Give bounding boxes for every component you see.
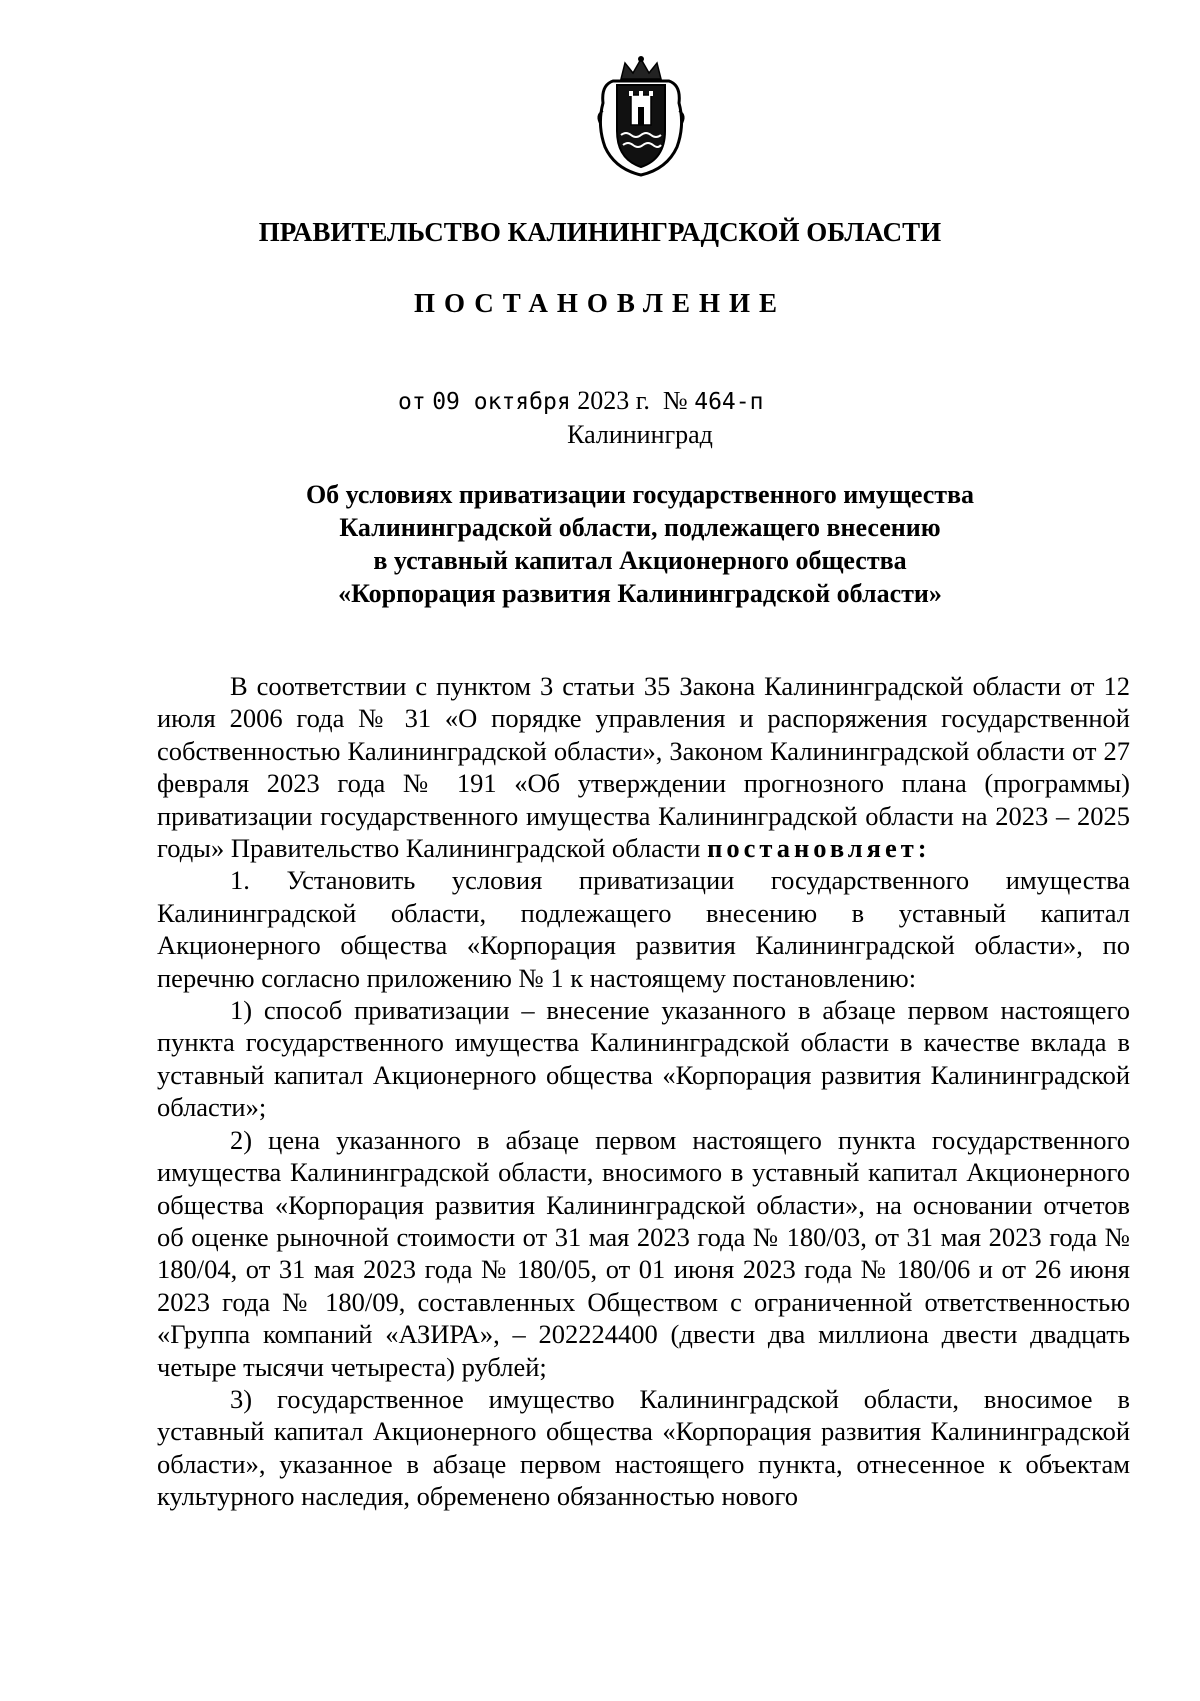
paragraph-subitem-1: 1) способ приватизации – внесение указанного в абзаце первом настоящего пункта государственного имущества Калининградской области в качестве вклада в уставный капитал Акционерного общества «Корпорация развития Калининградской области»; [157, 995, 1130, 1123]
city: Калининград [567, 420, 713, 449]
paragraph-item-1: 1. Установить условия приватизации государственного имущества Калининградской области, подлежащего внесению в уставный капитал Акционерного общества «Корпорация развития Калининградской области», по перечню согласно приложению № 1 к настоящему постановлению: [157, 865, 1130, 993]
date-number-line [398, 386, 763, 416]
number-sign: № [662, 386, 688, 415]
title-line: в уставный капитал Акционерного общества [373, 546, 907, 575]
organization-title: ПРАВИТЕЛЬСТВО КАЛИНИНГРАДСКОЙ ОБЛАСТИ [258, 217, 942, 247]
coat-of-arms-emblem [595, 55, 687, 177]
date-prefix: от [398, 389, 426, 415]
document-body [157, 670, 1130, 1513]
resolves-keyword: постановляет: [707, 833, 931, 864]
paragraph-preamble [157, 670, 1130, 864]
date-year: 2023 г. [577, 386, 650, 415]
paragraph-subitem-2: 2) цена указанного в абзаце первом настоящего пункта государственного имущества Калининградской области, вносимого в уставный капитал Акционерного общества «Корпорация развития Калининградской области», на основании отчетов об оценке рыночной стоимости от 31 мая 2023 года № 180/03, от 31 мая 2023 года № 180/04, от 31 мая 2023 года № 180/05, от 01 июня 2023 года № 180/06 и от 26 июня 2023 года № 180/09, составленных Обществом с ограниченной ответственностью «Группа компаний «АЗИРА», – 202224400 (двести два миллиона двести двадцать четыре тысячи четыреста) рублей; [157, 1124, 1130, 1382]
date-day-month: 09 октября [432, 389, 571, 415]
document-number: 464-п [694, 389, 764, 415]
document-title [0, 478, 1200, 610]
document-type: ПОСТАНОВЛЕНИЕ [413, 288, 787, 318]
title-line: «Корпорация развития Калининградской области» [338, 579, 942, 608]
title-line: Об условиях приватизации государственного имущества [305, 480, 975, 509]
title-line: Калининградской области, подлежащего внесению [339, 513, 941, 542]
paragraph-subitem-3: 3) государственное имущество Калининградской области, вносимое в уставный капитал Акционерного общества «Корпорация развития Калининградской области», указанное в абзаце первом настоящего пункта, отнесенное к объектам культурного наследия, обременено обязанностью нового [157, 1383, 1130, 1512]
preamble-text: В соответствии с пунктом 3 статьи 35 Закона Калининградской области от 12 июля 2006 года № 31 «О порядке управления и распоряжения государственной собственностью Калининградской области», Законом Калининградской области от 27 февраля 2023 года № 191 «Об утверждении прогнозного плана (программы) приватизации государственного имущества Калининградской области на 2023 – 2025 годы» Правительство Калининградской области [157, 671, 1130, 864]
